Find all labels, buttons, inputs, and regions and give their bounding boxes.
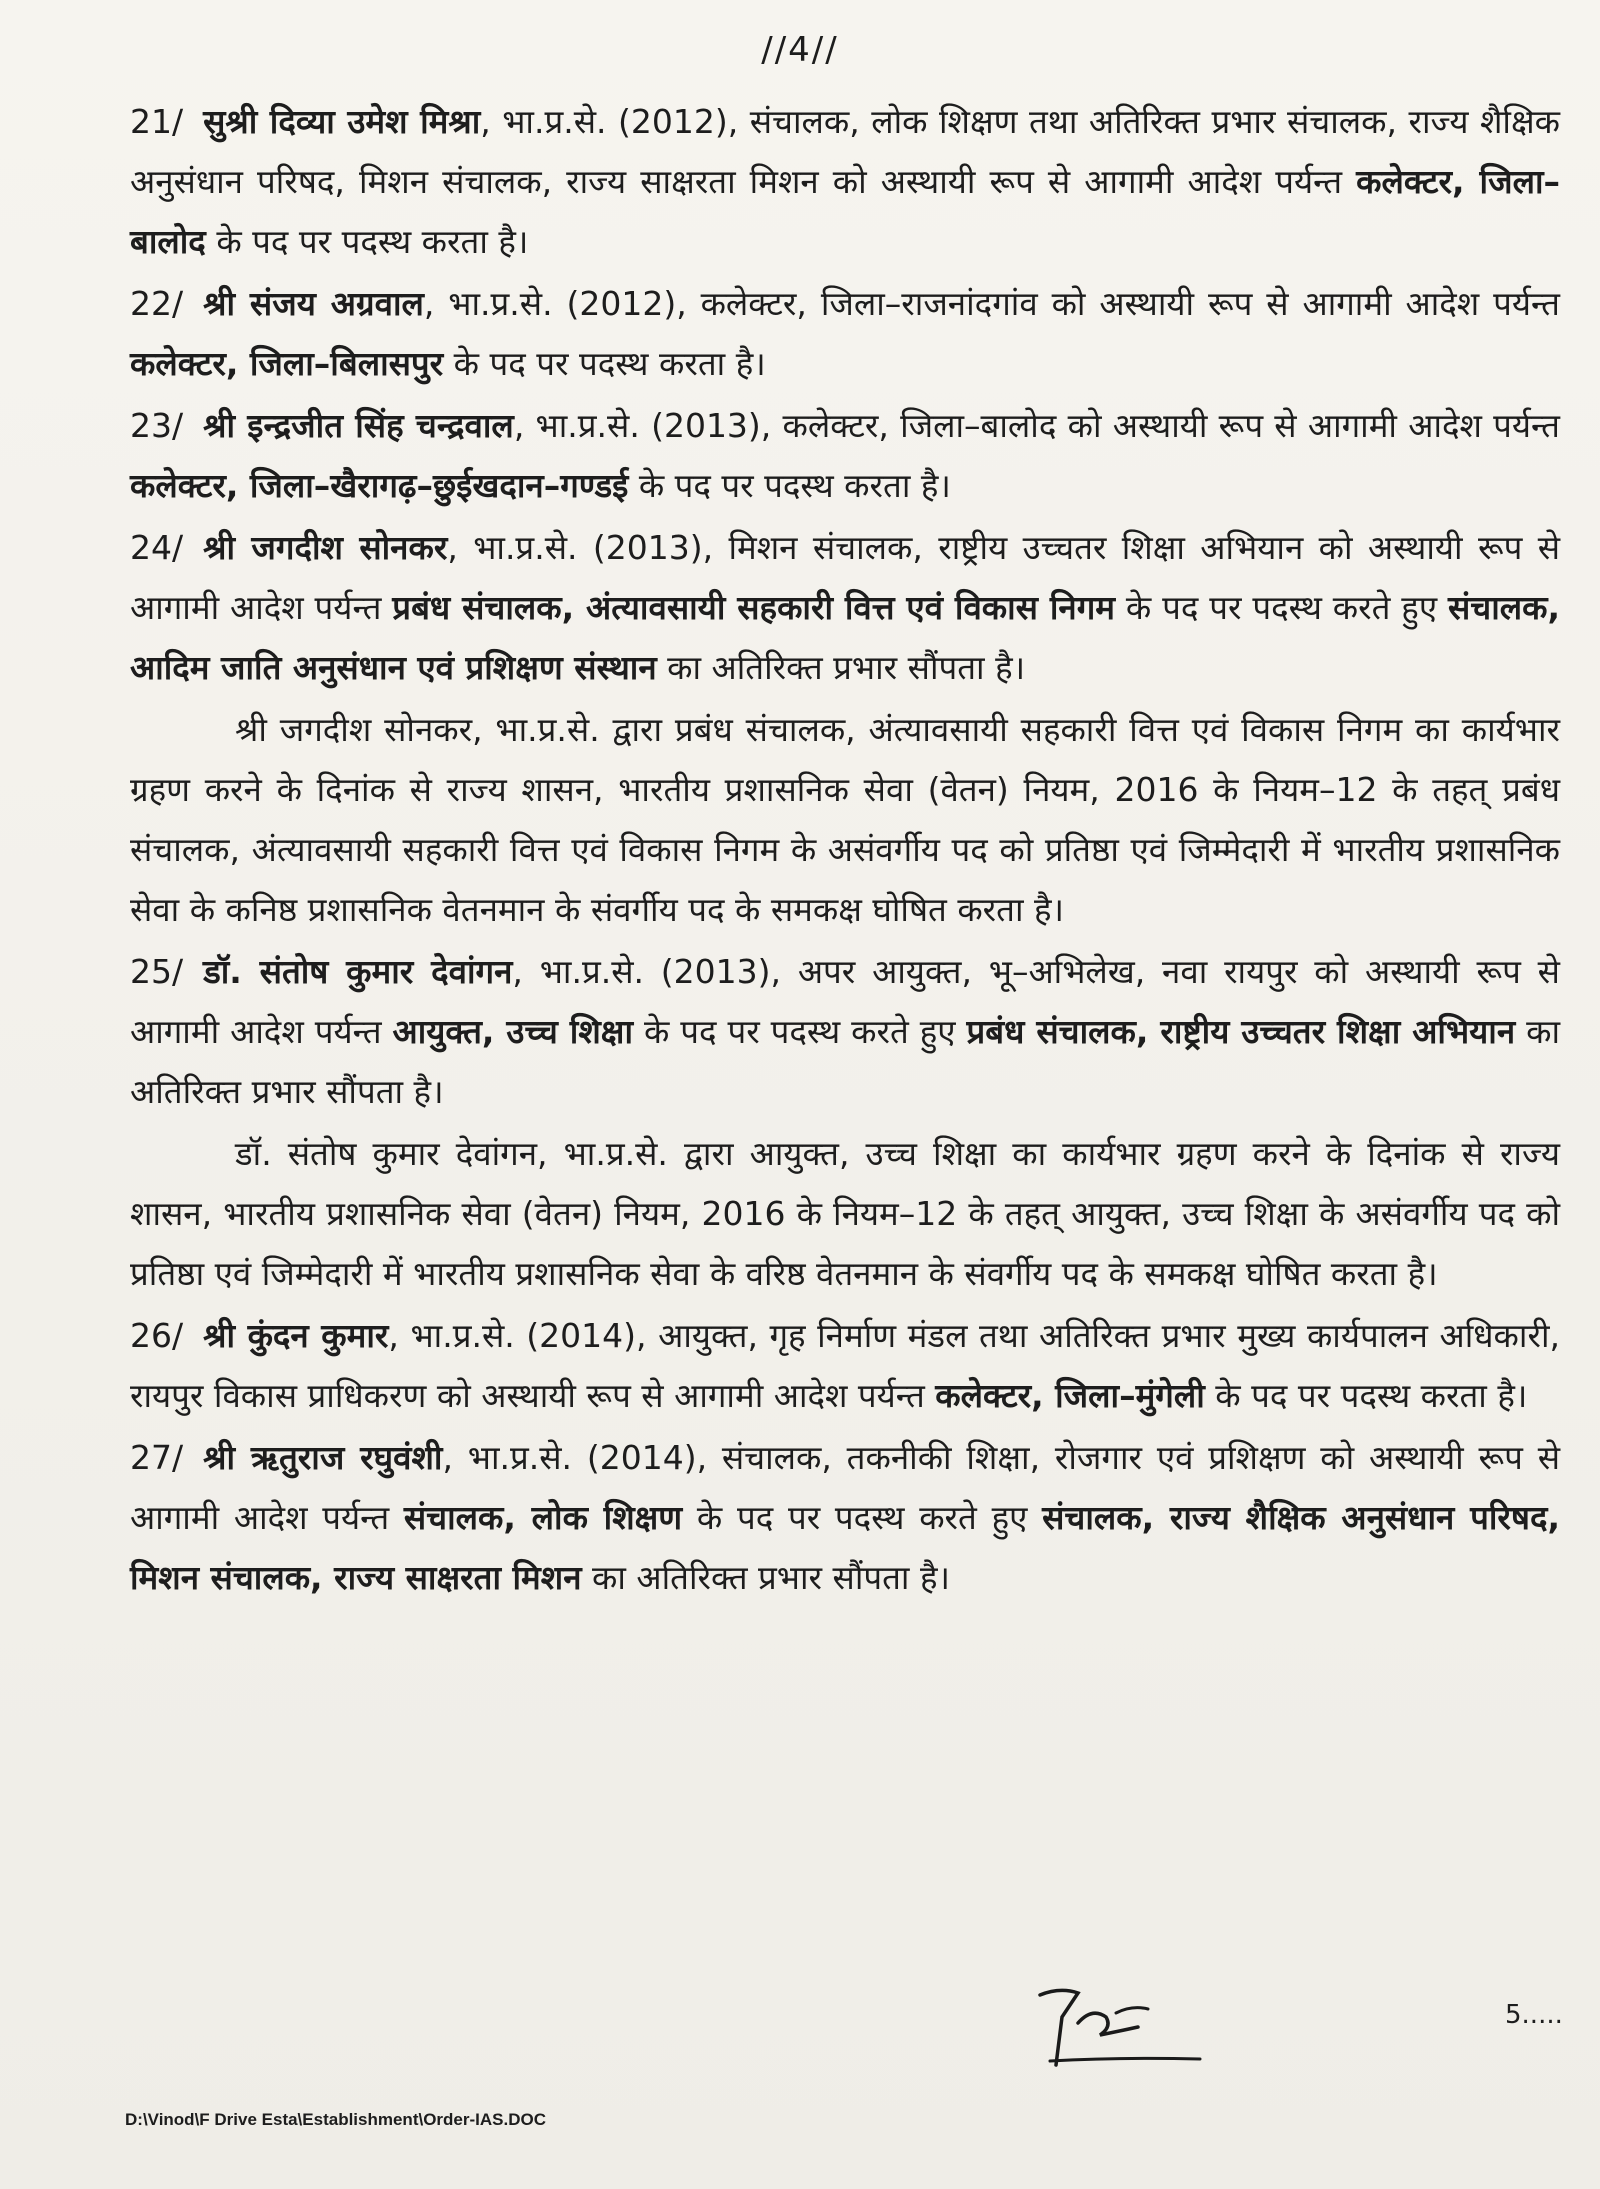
file-path-footer: D:\Vinod\F Drive Esta\Establishment\Order-IAS.DOC	[125, 2110, 546, 2129]
paragraph-number: 27/	[130, 1438, 184, 1477]
order-paragraph	[130, 1428, 1560, 1608]
paragraph-text: के पद पर पदस्थ करता है।	[205, 222, 529, 261]
signature-mark	[1020, 1965, 1220, 2085]
paragraph-number: 23/	[130, 406, 184, 445]
order-paragraph	[130, 518, 1560, 698]
order-paragraph	[130, 942, 1560, 1122]
paragraph-text: के पद पर पदस्थ करता है।	[1204, 1376, 1528, 1415]
order-paragraph	[130, 700, 1560, 940]
paragraph-text: के पद पर पदस्थ करते हुए	[682, 1498, 1043, 1537]
bold-text: श्री जगदीश सोनकर	[203, 528, 448, 567]
bold-text: श्री संजय अग्रवाल	[203, 284, 424, 323]
bold-text: श्री ऋतुराज रघुवंशी	[203, 1438, 443, 1477]
paragraph-text: डॉ. संतोष कुमार देवांगन, भा.प्र.से. द्वारा आयुक्त, उच्च शिक्षा का कार्यभार ग्रहण करने के दिनांक से राज्य शासन, भारतीय प्रशासनिक सेवा (वेतन) नियम, 2016 के नियम–12 के तहत् आयुक्त, उच्च शिक्षा के असंवर्गीय पद को प्रतिष्ठा एवं जिम्मेदारी में भारतीय प्रशासनिक सेवा के वरिष्ठ वेतनमान के संवर्गीय पद के समकक्ष घोषित करता है।	[130, 1134, 1560, 1293]
order-body	[130, 92, 1560, 1610]
bold-text: श्री इन्द्रजीत सिंह चन्द्रवाल	[203, 406, 514, 445]
order-paragraph	[130, 1124, 1560, 1304]
paragraph-number: 22/	[130, 284, 184, 323]
bold-text: कलेक्टर, जिला–मुंगेली	[935, 1376, 1205, 1415]
order-paragraph	[130, 1306, 1560, 1426]
paragraph-number: 24/	[130, 528, 184, 567]
paragraph-text: , भा.प्र.से. (2012), संचालक, लोक शिक्षण तथा अतिरिक्त प्रभार संचालक, राज्य शैक्षिक अनुसंधान परिषद, मिशन संचालक, राज्य साक्षरता मिशन को अस्थायी रूप से आगामी आदेश पर्यन्त	[130, 102, 1560, 201]
paragraph-text: , भा.प्र.से. (2013), अपर आयुक्त, भू–अभिलेख, नवा रायपुर को अस्थायी रूप से आगामी आदेश पर्यन्त	[130, 952, 1560, 1051]
paragraph-text: के पद पर पदस्थ करते हुए	[633, 1012, 967, 1051]
bold-text: श्री कुंदन कुमार	[203, 1316, 389, 1355]
continued-page-marker: 5.....	[1505, 2000, 1563, 2030]
paragraph-text: का अतिरिक्त प्रभार सौंपता है।	[130, 1012, 1560, 1111]
paragraph-number: 26/	[130, 1316, 184, 1355]
bold-text: आयुक्त, उच्च शिक्षा	[392, 1012, 634, 1051]
paragraph-text: के पद पर पदस्थ करता है।	[443, 344, 766, 383]
bold-text: प्रबंध संचालक, अंत्यावसायी सहकारी वित्त एवं विकास निगम	[392, 588, 1116, 627]
paragraph-text: का अतिरिक्त प्रभार सौंपता है।	[581, 1558, 950, 1597]
bold-text: कलेक्टर, जिला–बिलासपुर	[130, 344, 444, 383]
bold-text: सुश्री दिव्या उमेश मिश्रा	[203, 102, 481, 141]
bold-text: संचालक, राज्य शैक्षिक अनुसंधान परिषद, मिशन संचालक, राज्य साक्षरता मिशन	[130, 1498, 1561, 1597]
paragraph-text: के पद पर पदस्थ करता है।	[628, 466, 951, 505]
bold-text: संचालक, आदिम जाति अनुसंधान एवं प्रशिक्षण संस्थान	[130, 588, 1561, 687]
order-paragraph	[130, 92, 1560, 272]
order-paragraph	[130, 396, 1560, 516]
bold-text: कलेक्टर, जिला–बालोद	[130, 162, 1561, 261]
page-number: //4//	[761, 30, 839, 70]
paragraph-text: , भा.प्र.से. (2013), मिशन संचालक, राष्ट्रीय उच्चतर शिक्षा अभियान को अस्थायी रूप से आगामी आदेश पर्यन्त	[130, 528, 1560, 627]
bold-text: संचालक, लोक शिक्षण	[403, 1498, 683, 1537]
paragraph-text: का अतिरिक्त प्रभार सौंपता है।	[656, 648, 1026, 687]
paragraph-text: , भा.प्र.से. (2014), संचालक, तकनीकी शिक्षा, रोजगार एवं प्रशिक्षण को अस्थायी रूप से आगामी आदेश पर्यन्त	[130, 1438, 1561, 1537]
paragraph-text: , भा.प्र.से. (2014), आयुक्त, गृह निर्माण मंडल तथा अतिरिक्त प्रभार मुख्य कार्यपालन अधिकारी, रायपुर विकास प्राधिकरण को अस्थायी रूप से आगामी आदेश पर्यन्त	[130, 1316, 1560, 1415]
paragraph-text: श्री जगदीश सोनकर, भा.प्र.से. द्वारा प्रबंध संचालक, अंत्यावसायी सहकारी वित्त एवं विकास निगम का कार्यभार ग्रहण करने के दिनांक से राज्य शासन, भारतीय प्रशासनिक सेवा (वेतन) नियम, 2016 के नियम–12 के तहत् प्रबंध संचालक, अंत्यावसायी सहकारी वित्त एवं विकास निगम के असंवर्गीय पद को प्रतिष्ठा एवं जिम्मेदारी में भारतीय प्रशासनिक सेवा के कनिष्ठ प्रशासनिक वेतनमान के संवर्गीय पद के समकक्ष घोषित करता है।	[130, 710, 1560, 929]
paragraph-text: के पद पर पदस्थ करते हुए	[1115, 588, 1448, 627]
paragraph-number: 21/	[130, 102, 184, 141]
bold-text: प्रबंध संचालक, राष्ट्रीय उच्चतर शिक्षा अभियान	[966, 1012, 1516, 1051]
paragraph-text: , भा.प्र.से. (2013), कलेक्टर, जिला–बालोद को अस्थायी रूप से आगामी आदेश पर्यन्त	[513, 406, 1560, 445]
bold-text: डॉ. संतोष कुमार देवांगन	[203, 952, 513, 991]
bold-text: कलेक्टर, जिला–खैरागढ़–छुईखदान–गण्डई	[130, 466, 629, 505]
order-paragraph	[130, 274, 1560, 394]
paragraph-text: , भा.प्र.से. (2012), कलेक्टर, जिला–राजनांदगांव को अस्थायी रूप से आगामी आदेश पर्यन्त	[423, 284, 1560, 323]
paragraph-number: 25/	[130, 952, 184, 991]
